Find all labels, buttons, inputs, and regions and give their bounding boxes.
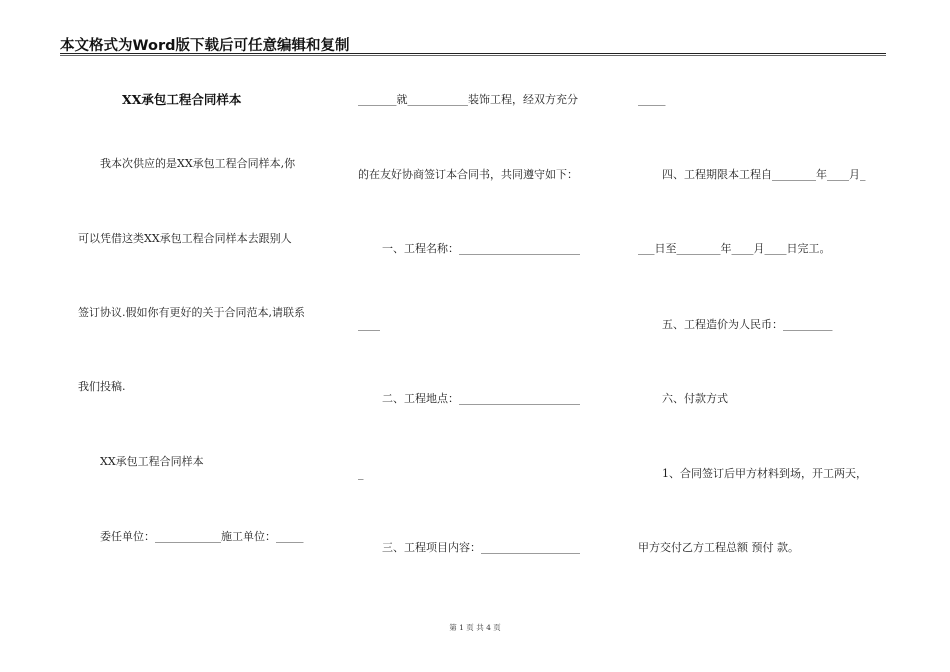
document-header: 本文格式为Word版下载后可任意编辑和复制 xyxy=(60,38,350,54)
blank-top-right: _____ xyxy=(638,93,666,106)
agreement-line: 的在友好协商签订本合同书，共同遵守如下： xyxy=(358,168,578,181)
clause-duration-cont: ___日至________年____月____日完工。 xyxy=(638,242,831,255)
intro-line-1: 我本次供应的是XX承包工程合同样本,你 xyxy=(100,157,296,170)
blank-continuation: ____ xyxy=(358,318,380,331)
parties-line: 委任单位：____________施工单位：_____ xyxy=(100,530,304,543)
intro-line-4: 我们投稿. xyxy=(78,380,126,393)
page-number: 第 1 页 共 4 页 xyxy=(449,623,501,632)
blank-continuation-short: _ xyxy=(358,467,364,480)
clause-project-content: 三、工程项目内容：__________________ xyxy=(382,541,580,554)
header-divider-thin xyxy=(60,55,886,56)
header-divider xyxy=(60,53,886,54)
clause-project-location: 二、工程地点：______________________ xyxy=(382,392,580,405)
contract-title: XX承包工程合同样本 xyxy=(122,92,242,107)
clause-project-name: 一、工程名称：______________________ xyxy=(382,242,580,255)
project-line: _______就___________装饰工程，经双方充分 xyxy=(358,93,578,106)
clause-duration: 四、工程期限本工程自________年____月_ xyxy=(662,168,866,181)
intro-line-3: 签订协议.假如你有更好的关于合同范本,请联系 xyxy=(78,306,305,319)
section-title: XX承包工程合同样本 xyxy=(100,455,204,468)
intro-line-2: 可以凭借这类XX承包工程合同样本去跟别人 xyxy=(78,232,292,245)
payment-item-1: 1、合同签订后甲方材料到场，开工两天， xyxy=(662,467,867,480)
payment-item-1-cont: 甲方交付乙方工程总额 预付 款。 xyxy=(638,541,799,554)
clause-payment-title: 六、付款方式 xyxy=(662,392,728,405)
clause-price: 五、工程造价为人民币：_________ xyxy=(662,318,833,331)
